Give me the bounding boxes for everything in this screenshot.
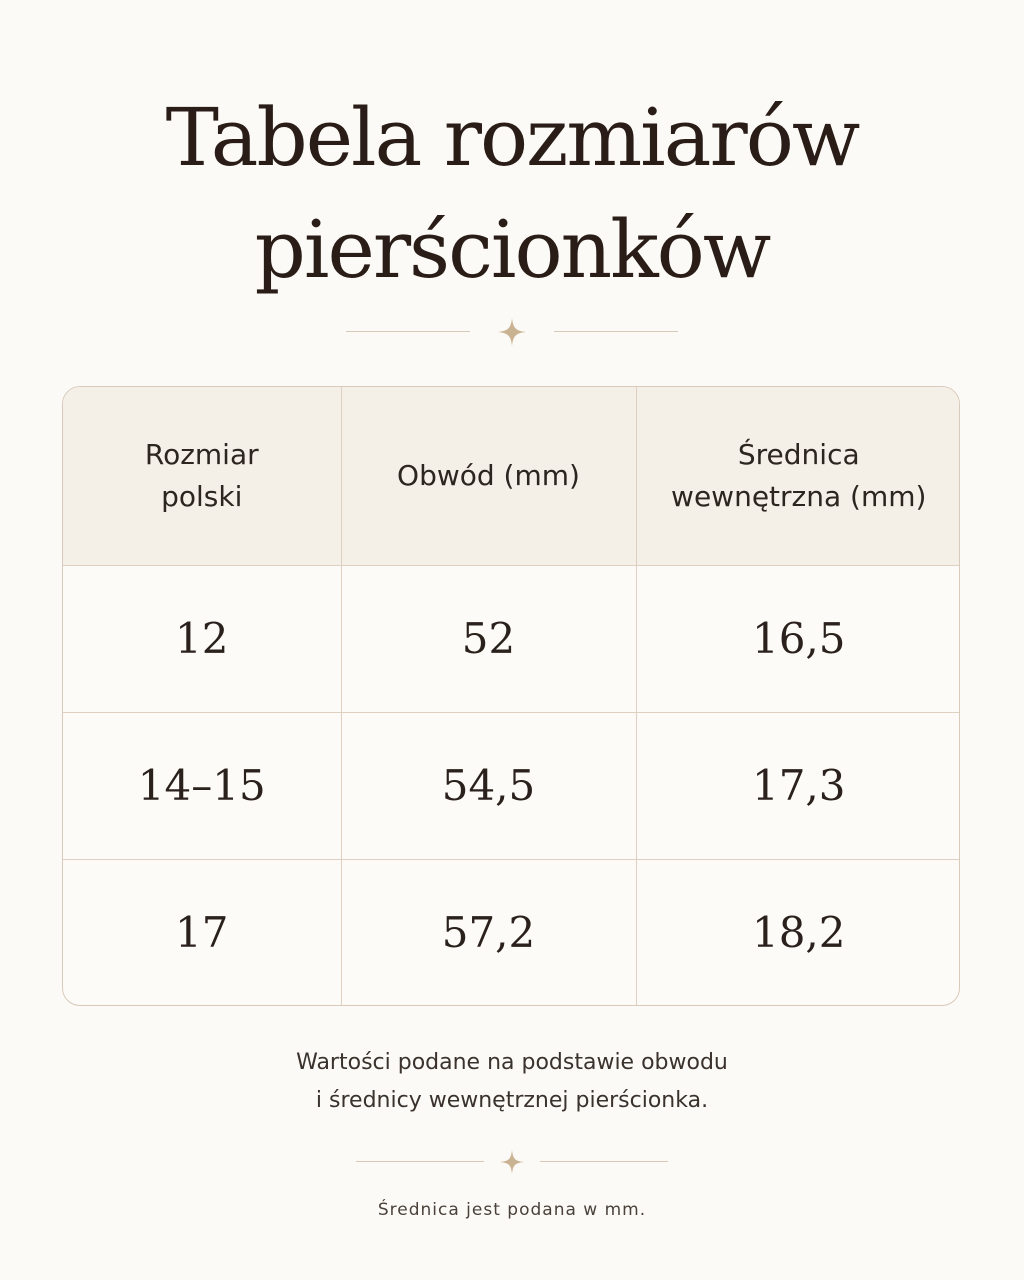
note-line-2: i średnicy wewnętrznej pierścionka.: [315, 1088, 709, 1113]
sparkle-star-icon: [496, 316, 528, 348]
cell-rozmiar: 12: [63, 565, 341, 712]
divider-line-right: [540, 1161, 668, 1162]
header-srednica: Średnica wewnętrzna (mm): [636, 387, 960, 565]
bottom-divider: [0, 1146, 1024, 1178]
table-row: [63, 565, 960, 712]
size-table: [62, 386, 960, 1006]
cell-rozmiar: 14–15: [63, 712, 341, 859]
note-line-1: Wartości podane na podstawie obwodu: [296, 1050, 728, 1075]
cell-obwod: 54,5: [341, 712, 636, 859]
sparkle-star-icon: [496, 1146, 528, 1178]
page-title: [0, 82, 1024, 306]
divider-line-left: [356, 1161, 484, 1162]
header-obwod: Obwód (mm): [341, 387, 636, 565]
title-line-1: Tabela rozmiarów: [165, 91, 859, 184]
cell-srednica: 16,5: [636, 565, 960, 712]
cell-obwod: 52: [341, 565, 636, 712]
table-row: [63, 859, 960, 1006]
cell-srednica: 18,2: [751, 908, 846, 958]
top-divider: [0, 316, 1024, 348]
header-rozmiar-polski: Rozmiar polski: [63, 387, 341, 565]
title-line-2: pierścionków: [254, 203, 770, 296]
table-row: [63, 712, 960, 859]
table-header-row: [63, 387, 960, 565]
divider-line-right: [554, 331, 678, 332]
cell-rozmiar: 17: [63, 859, 341, 1006]
cell-obwod: 57,2: [341, 859, 636, 1006]
table-note: [0, 1044, 1024, 1120]
divider-line-left: [346, 331, 470, 332]
footnote: Średnica jest podana w mm.: [377, 1200, 647, 1220]
cell-srednica: 17,3: [636, 712, 960, 859]
